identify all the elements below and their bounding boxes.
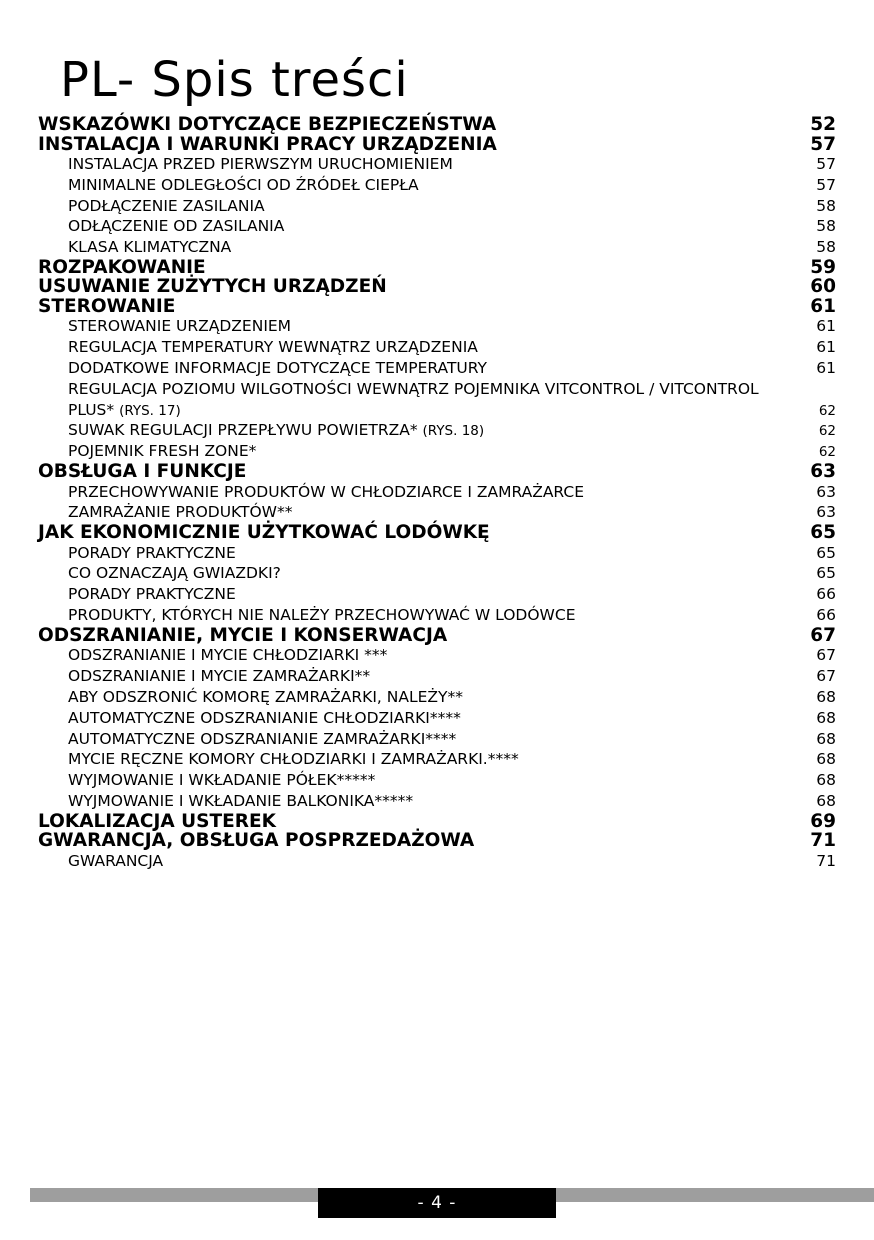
toc-entry-label: [68, 584, 236, 605]
toc-entry-title: INSTALACJA PRZED PIERWSZYM URUCHOMIENIEM: [68, 155, 453, 173]
toc-entry-label: [68, 400, 181, 422]
toc-entry-label: [68, 175, 419, 196]
toc-entry-page-number: 68: [816, 750, 836, 769]
toc-entry-page-number: 58: [816, 196, 836, 215]
toc-entry-label: [38, 297, 175, 317]
toc-entry-page-number: 68: [816, 791, 836, 810]
toc-entry-label: [68, 543, 236, 564]
toc-subsection-entry[interactable]: [38, 358, 836, 379]
toc-subsection-entry[interactable]: [38, 216, 836, 237]
toc-entry-page-number: 62: [818, 423, 836, 440]
toc-entry-label: [68, 379, 759, 400]
toc-entry-label: [68, 216, 284, 237]
toc-entry-page-number: 69: [810, 810, 836, 832]
toc-entry-label: [68, 729, 456, 750]
toc-section-entry[interactable]: [38, 812, 836, 832]
toc-entry-title: KLASA KLIMATYCZNA: [68, 238, 232, 257]
toc-entry-page-number: 65: [816, 564, 836, 583]
toc-entry-page-number: 68: [816, 729, 836, 748]
toc-entry-page-number: 67: [816, 646, 836, 665]
toc-entry-title: GWARANCJA: [68, 851, 164, 870]
toc-entry-page-number: 65: [816, 543, 836, 562]
toc-entry-title: WYJMOWANIE I WKŁADANIE PÓŁEK*****: [68, 771, 376, 790]
toc-entry-page-number: 57: [816, 155, 836, 173]
toc-entry-label: [68, 420, 484, 442]
toc-entry-figure-ref: (RYS. 18): [422, 423, 485, 440]
toc-entry-label: [38, 115, 496, 135]
toc-entry-label: [68, 237, 231, 258]
toc-subsection-entry[interactable]: [38, 400, 836, 421]
toc-section-entry[interactable]: [38, 626, 836, 646]
toc-entry-title: PODŁĄCZENIE ZASILANIA: [68, 196, 265, 215]
toc-section-entry[interactable]: [38, 115, 836, 135]
toc-entry-label: [68, 154, 453, 175]
toc-entry-label: [68, 337, 478, 358]
toc-entry-title: STEROWANIE URZĄDZENIEM: [68, 317, 292, 336]
toc-entry-title: USUWANIE ZUŻYTYCH URZĄDZEŃ: [38, 276, 387, 298]
toc-entry-label: [68, 687, 463, 708]
toc-entry-title: DODATKOWE INFORMACJE DOTYCZĄCE TEMPERATURY: [68, 359, 488, 378]
toc-subsection-entry[interactable]: [38, 154, 836, 175]
toc-section-entry[interactable]: [38, 135, 836, 155]
toc-subsection-entry[interactable]: [38, 502, 836, 523]
toc-subsection-entry[interactable]: [38, 584, 836, 605]
toc-entry-label: [38, 523, 490, 543]
toc-section-entry[interactable]: [38, 523, 836, 543]
toc-entry-page-number: 62: [818, 444, 836, 461]
toc-entry-page-number: 61: [810, 295, 836, 317]
toc-entry-title: AUTOMATYCZNE ODSZRANIANIE ZAMRAŻARKI****: [68, 729, 457, 748]
toc-subsection-entry[interactable]: [38, 543, 836, 564]
toc-entry-page-number: 67: [810, 624, 836, 646]
toc-section-entry[interactable]: [38, 831, 836, 851]
toc-entry-title: ZAMRAŻANIE PRODUKTÓW**: [68, 503, 293, 522]
toc-entry-label: [68, 645, 387, 666]
toc-entry-page-number: 62: [818, 402, 836, 419]
toc-entry-title: JAK EKONOMICZNIE UŻYTKOWAĆ LODÓWKĘ: [38, 522, 490, 544]
toc-entry-label: [68, 666, 370, 687]
toc-entry-page-number: 59: [810, 256, 836, 278]
toc-section-entry[interactable]: [38, 462, 836, 482]
toc-subsection-entry[interactable]: [38, 337, 836, 358]
toc-entry-title: AUTOMATYCZNE ODSZRANIANIE CHŁODZIARKI****: [68, 708, 461, 727]
toc-entry-page-number: 66: [816, 585, 836, 604]
toc-entry-page-number: 68: [816, 687, 836, 706]
toc-entry-page-number: 68: [816, 708, 836, 727]
toc-entry-page-number: 52: [810, 114, 836, 135]
page-title: PL- Spis treści: [60, 52, 409, 108]
toc-entry-title: PRZECHOWYWANIE PRODUKTÓW W CHŁODZIARCE I ZAMRAŻARCE: [68, 482, 585, 501]
toc-entry-label: [68, 563, 281, 584]
toc-entry-page-number: 61: [816, 338, 836, 357]
toc-subsection-entry[interactable]: [38, 749, 836, 770]
toc-entry-label: [38, 258, 206, 278]
toc-subsection-entry[interactable]: [38, 851, 836, 872]
toc-entry-page-number: 57: [810, 133, 836, 155]
toc-entry-page-number: 66: [816, 606, 836, 625]
toc-subsection-entry[interactable]: [38, 175, 836, 196]
toc-section-entry[interactable]: [38, 297, 836, 317]
toc-entry-title: ODSZRANIANIE I MYCIE CHŁODZIARKI ***: [68, 646, 388, 665]
toc-entry-label: [68, 196, 265, 217]
toc-subsection-entry[interactable]: [38, 316, 836, 337]
toc-entry-label: [38, 462, 246, 482]
toc-entry-title: CO OZNACZAJĄ GWIAZDKI?: [68, 564, 281, 583]
toc-entry-label: [68, 791, 413, 812]
toc-subsection-entry[interactable]: [38, 237, 836, 258]
toc-section-entry[interactable]: [38, 258, 836, 278]
toc-entry-title: ROZPAKOWANIE: [38, 256, 206, 278]
toc-entry-page-number: 67: [816, 667, 836, 686]
toc-entry-page-number: 58: [816, 238, 836, 257]
toc-entry-label: [68, 770, 375, 791]
toc-entry-label: [68, 749, 519, 770]
toc-entry-label: [38, 831, 474, 851]
toc-entry-title: PORADY PRAKTYCZNE: [68, 585, 236, 604]
toc-entry-title: GWARANCJA, OBSŁUGA POSPRZEDAŻOWA: [38, 830, 475, 852]
toc-entry-title: SUWAK REGULACJI PRZEPŁYWU POWIETRZA*: [68, 421, 423, 440]
toc-entry-label: [68, 316, 291, 337]
toc-entry-page-number: 63: [810, 461, 836, 483]
toc-subsection-entry[interactable]: [38, 666, 836, 687]
toc-section-entry[interactable]: [38, 277, 836, 297]
toc-entry-page-number: 57: [816, 175, 836, 194]
toc-entry-label: [68, 358, 487, 379]
toc-subsection-entry[interactable]: [38, 605, 836, 626]
toc-entry-title: ODSZRANIANIE, MYCIE I KONSERWACJA: [38, 624, 448, 646]
toc-subsection-entry[interactable]: [38, 482, 836, 503]
toc-entry-title: LOKALIZACJA USTEREK: [38, 810, 276, 832]
toc-entry-page-number: 61: [816, 317, 836, 336]
toc-entry-label: [68, 851, 163, 872]
toc-entry-title: PRODUKTY, KTÓRYCH NIE NALEŻY PRZECHOWYWAĆ W LODÓWCE: [68, 606, 576, 625]
toc-entry-title: MINIMALNE ODLEGŁOŚCI OD ŹRÓDEŁ CIEPŁA: [68, 175, 419, 194]
toc-subsection-entry[interactable]: [38, 563, 836, 584]
toc-subsection-entry[interactable]: [38, 687, 836, 708]
toc-entry-page-number: 65: [810, 522, 836, 544]
toc-subsection-entry[interactable]: [38, 196, 836, 217]
toc-entry-title: INSTALACJA I WARUNKI PRACY URZĄDZENIA: [38, 133, 497, 155]
toc-entry-page-number: 71: [810, 830, 836, 852]
toc-subsection-entry[interactable]: [38, 708, 836, 729]
toc-entry-label: [68, 441, 256, 462]
toc-entry-page-number: 61: [816, 359, 836, 378]
toc-entry-page-number: 63: [816, 503, 836, 522]
toc-subsection-entry[interactable]: [38, 379, 836, 400]
table-of-contents: [38, 115, 836, 872]
toc-entry-label: [38, 626, 447, 646]
toc-entry-page-number: 60: [810, 276, 836, 298]
toc-entry-title: ODSZRANIANIE I MYCIE ZAMRAŻARKI**: [68, 667, 371, 686]
toc-subsection-entry[interactable]: [38, 420, 836, 441]
toc-entry-title: WSKAZÓWKI DOTYCZĄCE BEZPIECZEŃSTWA: [38, 114, 497, 135]
toc-entry-label: [38, 135, 497, 155]
toc-entry-label: [68, 605, 575, 626]
toc-entry-label: [68, 502, 293, 523]
toc-entry-page-number: 68: [816, 771, 836, 790]
toc-entry-label: [68, 482, 584, 503]
toc-entry-page-number: 71: [816, 851, 836, 870]
toc-entry-label: [68, 708, 461, 729]
toc-subsection-entry[interactable]: [38, 791, 836, 812]
toc-entry-figure-ref: (RYS. 17): [119, 402, 181, 419]
toc-entry-title: PORADY PRAKTYCZNE: [68, 543, 236, 562]
toc-entry-label: [38, 812, 276, 832]
toc-subsection-entry[interactable]: [38, 770, 836, 791]
toc-entry-label: [38, 277, 387, 297]
page-number: - 4 -: [318, 1188, 556, 1218]
toc-entry-title: PLUS*: [68, 400, 120, 419]
toc-subsection-entry[interactable]: [38, 729, 836, 750]
toc-entry-title: ODŁĄCZENIE OD ZASILANIA: [68, 217, 285, 236]
toc-entry-page-number: 63: [816, 482, 836, 501]
toc-entry-title: REGULACJA POZIOMU WILGOTNOŚCI WEWNĄTRZ POJEMNIKA VITCONTROL / VITCONTROL: [68, 379, 759, 398]
toc-entry-title: OBSŁUGA I FUNKCJE: [38, 461, 247, 483]
toc-subsection-entry[interactable]: [38, 441, 836, 462]
toc-subsection-entry[interactable]: [38, 645, 836, 666]
toc-entry-title: POJEMNIK FRESH ZONE*: [68, 442, 257, 461]
toc-entry-title: STEROWANIE: [38, 295, 176, 317]
toc-entry-title: REGULACJA TEMPERATURY WEWNĄTRZ URZĄDZENIA: [68, 338, 478, 357]
toc-entry-title: ABY ODSZRONIĆ KOMORĘ ZAMRAŻARKI, NALEŻY**: [68, 687, 463, 706]
toc-entry-title: WYJMOWANIE I WKŁADANIE BALKONIKA*****: [68, 791, 414, 810]
toc-entry-page-number: 58: [816, 217, 836, 236]
toc-entry-title: MYCIE RĘCZNE KOMORY CHŁODZIARKI I ZAMRAŻARKI.****: [68, 750, 519, 769]
